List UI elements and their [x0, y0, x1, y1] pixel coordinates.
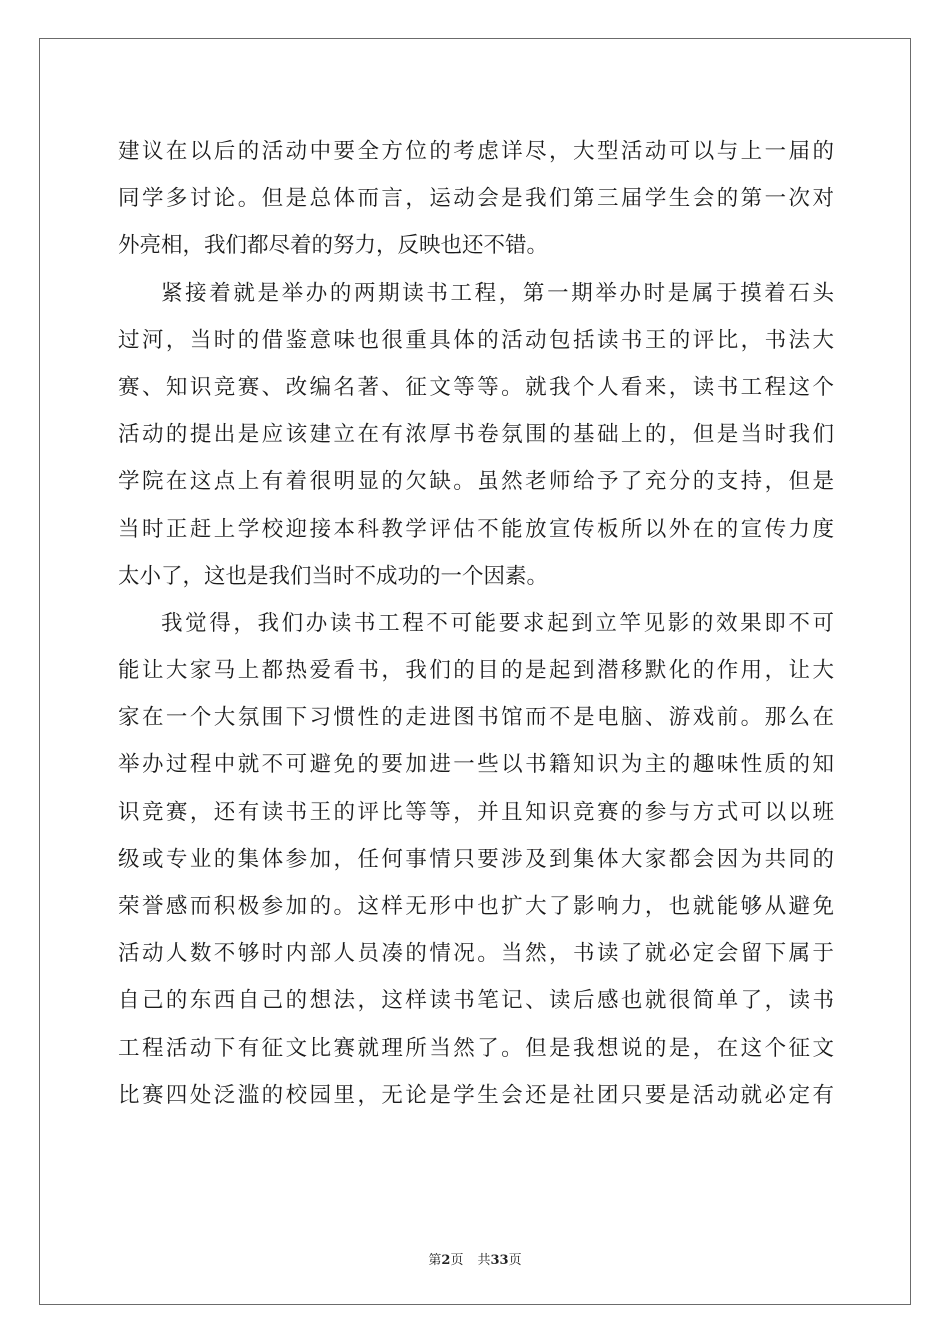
text-line: 活动的提出是应该建立在有浓厚书卷氛围的基础上的，但是当时我们	[118, 422, 834, 448]
text-line: 紧接着就是举办的两期读书工程，第一期举办时是属于摸着石头	[161, 280, 834, 306]
text-line: 我觉得，我们办读书工程不可能要求起到立竿见影的效果即不可	[161, 610, 834, 636]
text-line: 建议在以后的活动中要全方位的考虑详尽，大型活动可以与上一届的	[118, 139, 834, 164]
page-footer	[0, 1249, 950, 1268]
text-line: 能让大家马上都热爱看书，我们的目的是起到潜移默化的作用，让大	[118, 658, 834, 684]
text-line: 荣誉感而积极参加的。这样无形中也扩大了影响力，也就能够从避免	[118, 894, 834, 919]
page-suffix: 页	[450, 1253, 464, 1268]
page-prefix: 第	[428, 1253, 442, 1268]
text-line: 识竞赛，还有读书王的评比等等，并且知识竞赛的参与方式可以以班	[118, 799, 834, 825]
text-line: 太小了，这也是我们当时不成功的一个因素。	[118, 563, 549, 589]
text-line: 比赛四处泛滥的校园里，无论是学生会还是社团只要是活动就必定有	[118, 1082, 834, 1108]
text-line: 外亮相，我们都尽着的努力，反映也还不错。	[118, 233, 549, 259]
total-prefix: 共	[477, 1253, 491, 1268]
text-line: 工程活动下有征文比赛就理所当然了。但是我想说的是，在这个征文	[118, 1035, 834, 1061]
text-line: 自己的东西自己的想法，这样读书笔记、读后感也就很简单了，读书	[118, 988, 834, 1014]
text-line: 活动人数不够时内部人员凑的情况。当然，书读了就必定会留下属于	[118, 941, 834, 967]
text-line: 举办过程中就不可避免的要加进一些以书籍知识为主的趣味性质的知	[118, 752, 834, 778]
text-line: 同学多讨论。但是总体而言，运动会是我们第三届学生会的第一次对	[118, 186, 834, 212]
text-line: 过河，当时的借鉴意味也很重具体的活动包括读书王的评比，书法大	[118, 327, 834, 353]
text-line: 级或专业的集体参加，任何事情只要涉及到集体大家都会因为共同的	[118, 846, 834, 872]
text-line: 赛、知识竞赛、改编名著、征文等等。就我个人看来，读书工程这个	[118, 374, 834, 400]
document-body	[118, 128, 834, 1119]
text-line: 当时正赶上学校迎接本科教学评估不能放宣传板所以外在的宣传力度	[118, 516, 834, 542]
text-line: 学院在这点上有着很明显的欠缺。虽然老师给予了充分的支持，但是	[118, 469, 834, 495]
total-suffix: 页	[508, 1253, 522, 1268]
total-pages: 33	[490, 1253, 509, 1268]
text-line: 家在一个大氛围下习惯性的走进图书馆而不是电脑、游戏前。那么在	[118, 705, 834, 731]
page-number: 2	[441, 1253, 451, 1268]
